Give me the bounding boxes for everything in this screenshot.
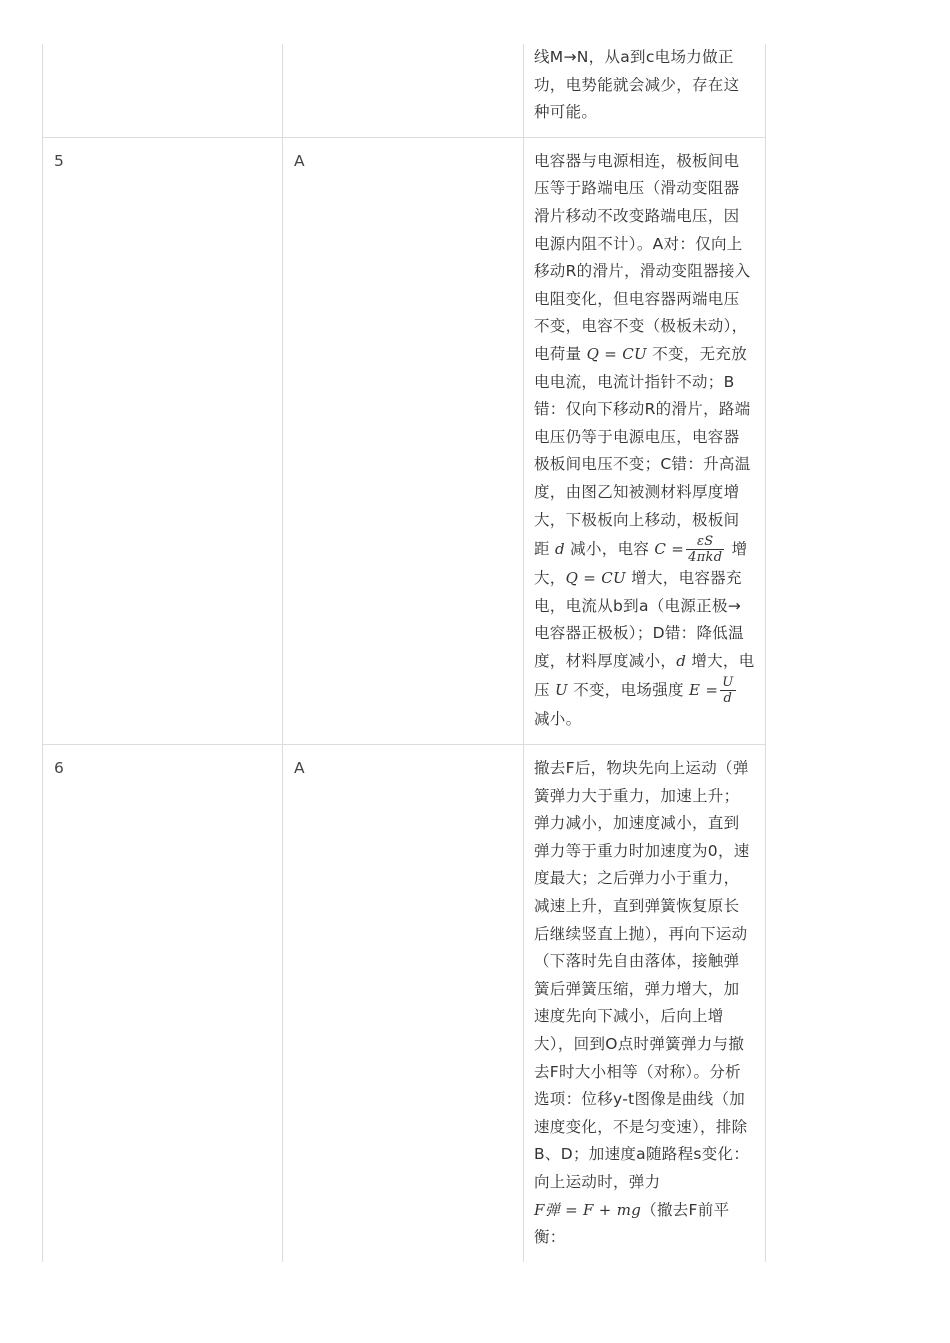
formula-distance: d: [676, 651, 687, 670]
formula-field-fraction: [720, 675, 735, 706]
fraction-denominator: d: [720, 690, 735, 706]
formula-field-lhs: E =: [689, 681, 719, 700]
table-row: [43, 137, 766, 744]
explanation-text: 增大，电容器充电，电流从b到a（电源正极→电容器正极板）；D错：降低温度，材料厚度减小，: [534, 569, 744, 670]
formula-voltage: U: [555, 681, 568, 700]
explanation-text: 电容器与电源相连，极板间电压等于路端电压（滑动变阻器滑片移动不改变路端电压，因电源内阻不计）。A对：仅向上移动R的滑片，滑动变阻器接入电阻变化，但电容器两端电压不变，电容不变（极板未动），电荷量: [534, 151, 751, 363]
question-number-cell: [43, 44, 283, 137]
explanation-text: 增大，电压: [534, 651, 755, 700]
formula-charge: Q = CU: [586, 344, 647, 363]
explanation-text: 不变，电场强度: [567, 681, 690, 700]
explanation-text: 减小，电容: [564, 540, 655, 559]
formula-capacitance-fraction: [686, 534, 724, 565]
explanation-cell: [524, 137, 766, 744]
fraction-numerator: U: [722, 675, 734, 691]
answer-cell: A: [283, 137, 524, 744]
question-number-cell: 6: [43, 745, 283, 1262]
formula-distance: d: [555, 540, 565, 559]
explanation-cell: [524, 745, 766, 1262]
fraction-denominator: 4πkd: [688, 550, 723, 566]
explanation-text: 减小。: [534, 710, 582, 729]
explanation-text: 线M→N，从a到c电场力做正功，电势能就会减少，存在这种可能。: [534, 48, 740, 122]
answer-cell: [283, 44, 524, 137]
explanation-text: （撤去F前平衡：: [534, 1200, 730, 1247]
question-number-cell: 5: [43, 137, 283, 744]
formula-spring-force: F弹 = F + mg: [534, 1200, 642, 1219]
formula-capacitance-lhs: C =: [654, 540, 685, 559]
table-row: [43, 745, 766, 1262]
answer-table: [42, 44, 766, 1262]
explanation-text: 增大，: [534, 540, 748, 588]
explanation-text: 不变，无充放电电流，电流计指针不动；B错：仅向下移动R的滑片，路端电压仍等于电源电压，电容器极板间电压不变；C错：升高温度，由图乙知被测材料厚度增大，下极板向上移动，极板间距: [534, 344, 751, 559]
explanation-text: 撤去F后，物块先向上运动（弹簧弹力大于重力，加速上升；弹力减小，加速度减小，直到弹力等于重力时加速度为0，速度最大；之后弹力小于重力，减速上升，直到弹簧恢复原长后继续竖直上抛），再向下运动（下落时先自由落体，接触弹簧后弹簧压缩，弹力增大，加速度先向下减小，后向上增大），回到O点时弹簧弹力与撤去F时大小相等（对称）。分析选项：位移y-t图像是曲线（加速度变化，不是匀变速），排除B、D；加速度a随路程s变化：向上运动时，弹力: [534, 759, 750, 1191]
formula-charge: Q = CU: [565, 569, 626, 588]
fraction-numerator: εS: [696, 534, 714, 550]
table-row: [43, 44, 766, 137]
explanation-cell: [524, 44, 766, 137]
answer-cell: A: [283, 745, 524, 1262]
